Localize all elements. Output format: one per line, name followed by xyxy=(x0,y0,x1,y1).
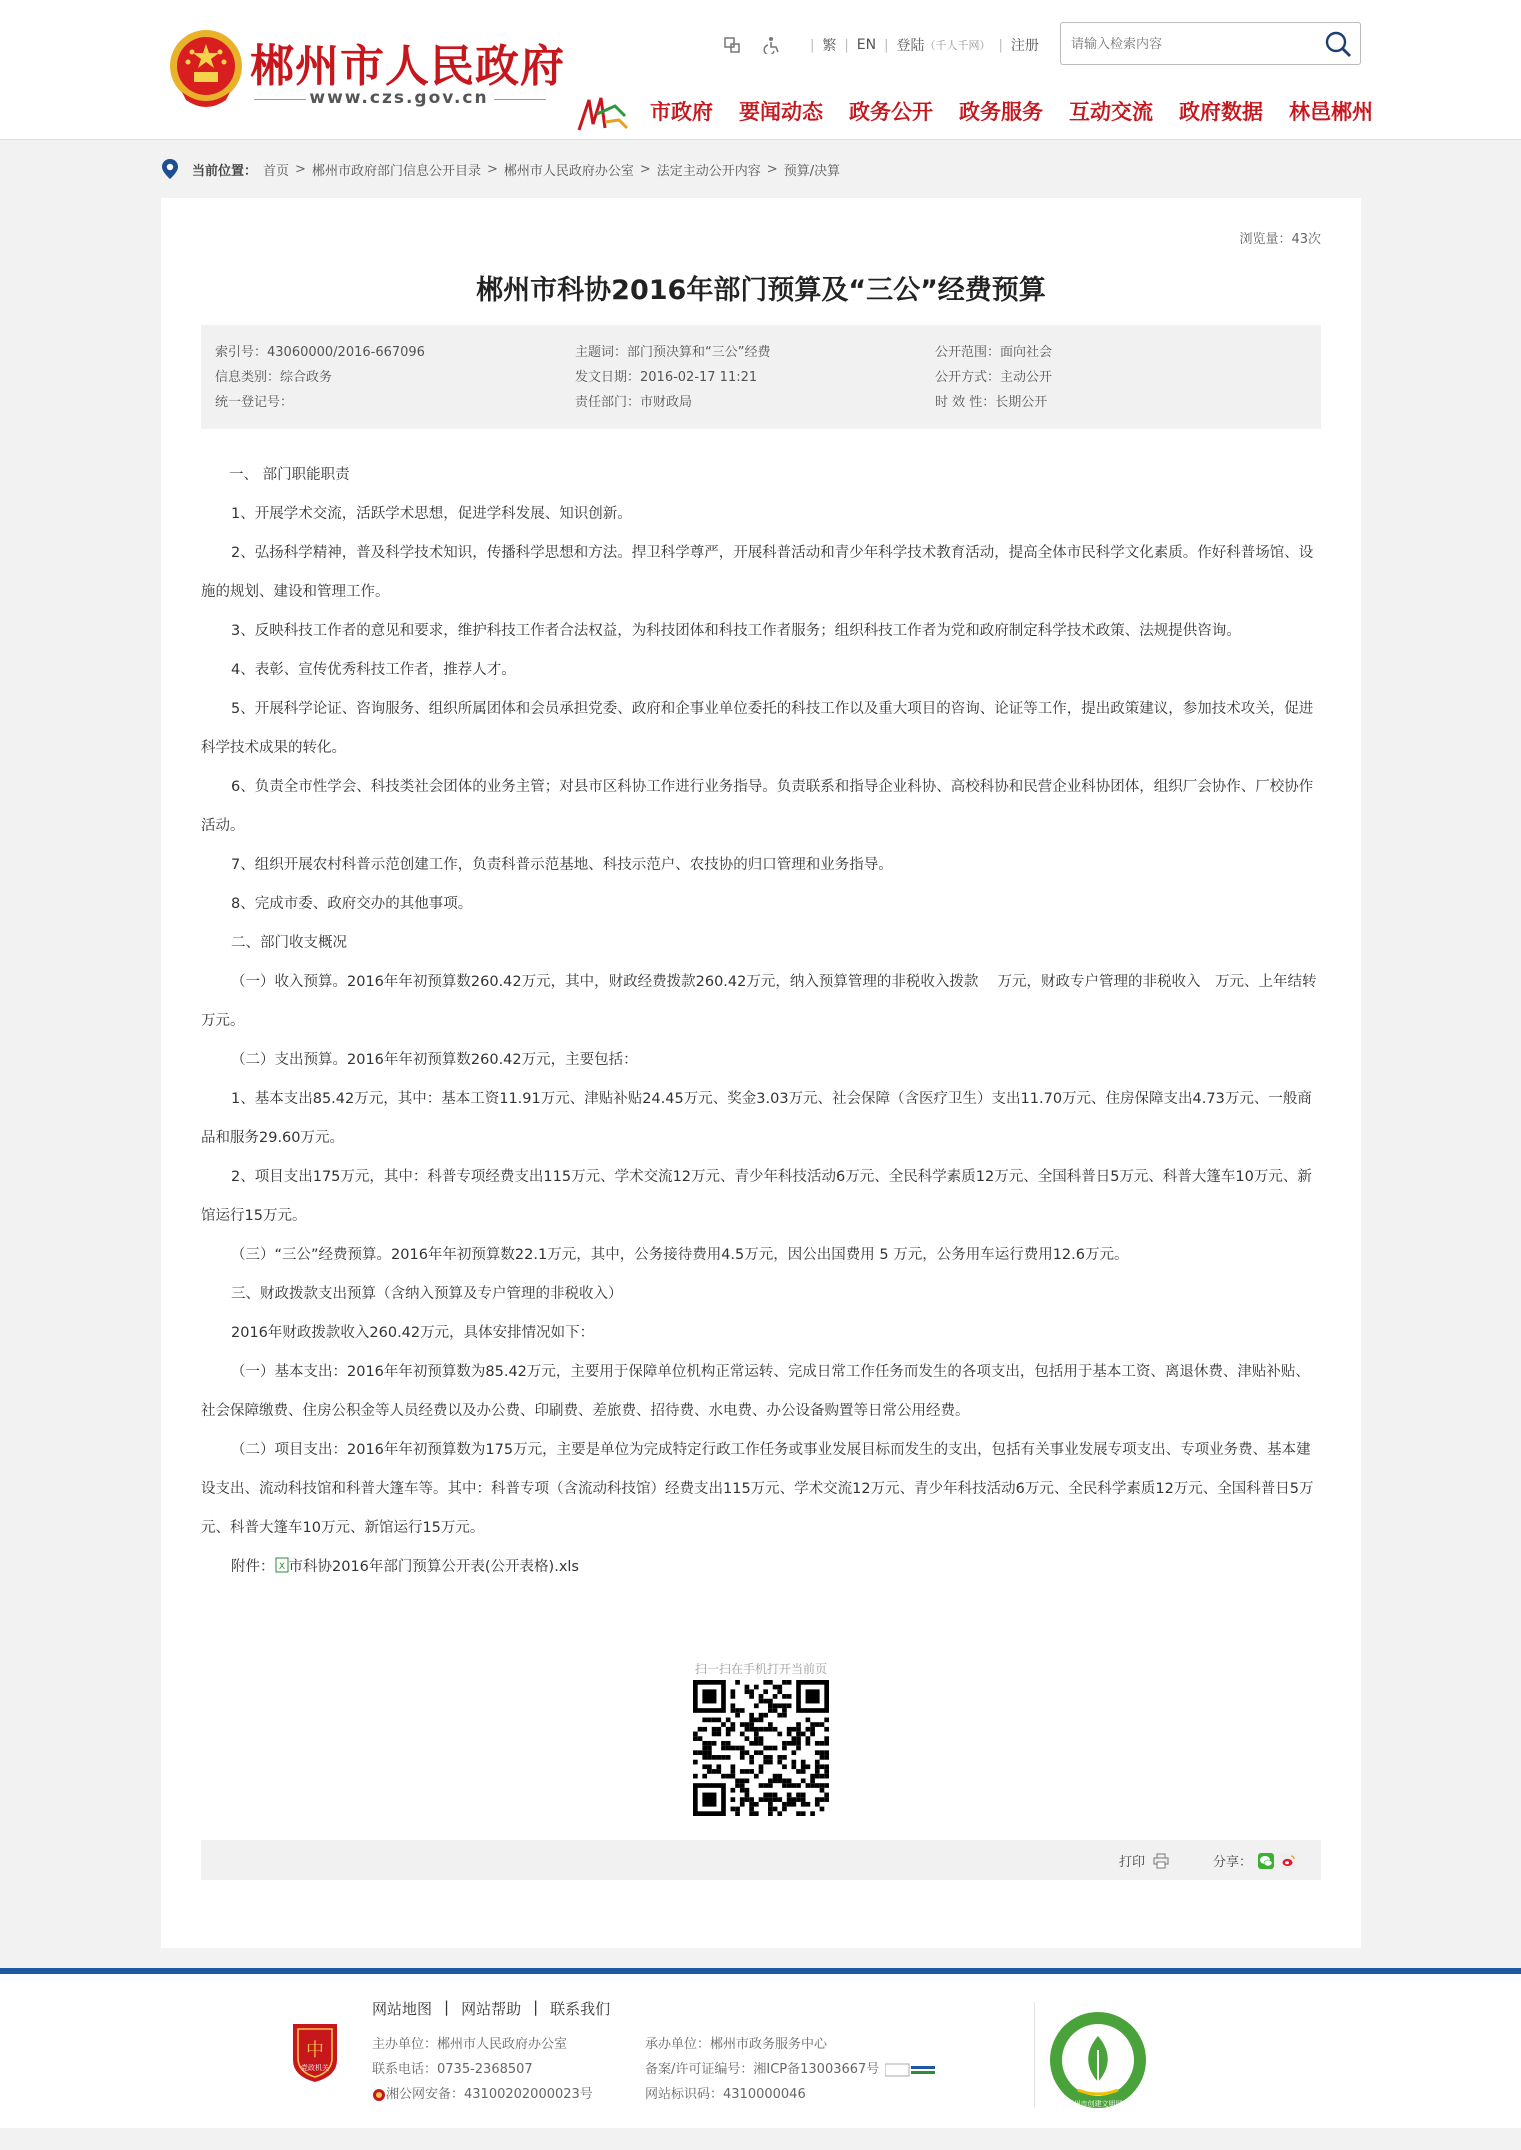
party-government-badge-icon[interactable] xyxy=(287,2022,343,2084)
excel-file-icon xyxy=(275,1557,289,1573)
nav-item-about-chenzhou[interactable]: 林邑郴州 xyxy=(1289,100,1373,124)
circle-logo-text: 郴州市创建文明网站 xyxy=(1066,2100,1130,2108)
site-title[interactable]: 郴州市人民政府 xyxy=(250,41,565,92)
search-input[interactable] xyxy=(1071,33,1311,55)
divider xyxy=(1034,2002,1035,2107)
english-link[interactable]: EN xyxy=(856,37,877,53)
nav-item-disclosure[interactable]: 政务公开 xyxy=(849,100,933,124)
login-note: （千人千网） xyxy=(924,39,991,52)
site-url: www.czs.gov.cn xyxy=(309,88,489,108)
elderly-mode-icon[interactable] xyxy=(722,35,742,55)
paragraph: （一）收入预算。2016年年初预算数260.42万元，其中，财政经费拨款260.42万元，纳入预算管理的非税收入拨款 万元，财政专户管理的非税收入 万元、上年结转 万元。 xyxy=(201,974,1331,1029)
search-box xyxy=(1060,22,1361,65)
divider xyxy=(494,99,546,100)
section-heading: 一、 部门职能职责 xyxy=(229,467,350,483)
view-count: 浏览量：43次 xyxy=(1239,232,1321,247)
undertaker-unit: 承办单位：郴州市政务服务中心 xyxy=(645,2037,828,2052)
nav-item-news[interactable]: 要闻动态 xyxy=(739,100,823,124)
share-bar xyxy=(201,1840,1321,1880)
breadcrumb-statutory[interactable]: 法定主动公开内容 xyxy=(656,163,761,179)
attachment-row xyxy=(201,1548,1323,1587)
badge-text: 党政机关 xyxy=(301,2064,329,2072)
qr-caption: 扫一扫在手机打开当前页 xyxy=(694,1662,827,1676)
paragraph: （二）项目支出：2016年年初预算数为175万元，主要是单位为完成特定行政工作任务或事业发展目标而发生的支出，包括有关事业发展专项支出、专项业务费、基本建设支出、流动科技馆和科普大篷车等。其中：科普专项（含流动科技馆）经费支出115万元、学术交流12万元、青少年科技活动6万元、全民科学素质12万元、全国科普日5万元、科普大篷车10万元、新馆运行15万元。 xyxy=(201,1442,1314,1536)
divider xyxy=(254,99,306,100)
paragraph: 3、反映科技工作者的意见和要求，维护科技工作者合法权益，为科技团体和科技工作者服务；组织科技工作者为党和政府制定科学技术政策、法规提供咨询。 xyxy=(231,623,1241,639)
icp-row xyxy=(645,2057,937,2082)
paragraph: （一）基本支出：2016年年初预算数为85.42万元，主要用于保障单位机构正常运转、完成日常工作任务而发生的各项支出，包括用于基本工资、离退休费、津贴补贴、社会保障缴费、住房公积金等人员经费以及办公费、印刷费、差旅费、招待费、水电费、办公设备购置等日常公用经费。 xyxy=(201,1364,1310,1419)
police-badge-icon xyxy=(372,2088,386,2102)
meta-validity: 时 效 性：长期公开 xyxy=(935,395,1048,410)
paragraph: 4、表彰、宣传优秀科技工作者，推荐人才。 xyxy=(231,662,516,678)
nav-item-data[interactable]: 政府数据 xyxy=(1179,100,1263,124)
contact-phone: 联系电话：0735-2368507 xyxy=(372,2062,533,2077)
meta-subject: 主题词：部门预决算和“三公”经费 xyxy=(575,345,771,360)
location-pin-icon xyxy=(160,158,180,180)
register-link[interactable]: 注册 xyxy=(1010,38,1039,54)
paragraph: 2、项目支出175万元，其中：科普专项经费支出115万元、学术交流12万元、青少年科技活动6万元、全民科学素质12万元、全国科普日5万元、科普大篷车10万元、新馆运行15万元。 xyxy=(201,1169,1312,1224)
paragraph: 2、弘扬科学精神，普及科学技术知识，传播科学思想和方法。捍卫科学尊严，开展科普活动和青少年科学技术教育活动，提高全体市民科学文化素质。作好科普场馆、设施的规划、建设和管理工作。 xyxy=(201,545,1314,600)
article-body xyxy=(201,456,1331,1587)
svg-text:中: 中 xyxy=(306,2040,324,2061)
accessibility-icon[interactable] xyxy=(762,35,782,55)
attachment-label: 附件： xyxy=(231,1559,275,1575)
paragraph: （二）支出预算。2016年年初预算数260.42万元，主要包括： xyxy=(231,1052,638,1068)
cnzz-stats-icon[interactable] xyxy=(885,2063,937,2077)
nav-logo-icon xyxy=(575,94,629,134)
article-card xyxy=(161,198,1361,1948)
traditional-chinese-link[interactable]: 繁 xyxy=(822,38,837,54)
paragraph: 5、开展科学论证、咨询服务、组织所属团体和会员承担党委、政府和企事业单位委托的科技工作以及重大项目的咨询、论证等工作，提出政策建议，参加技术攻关，促进科学技术成果的转化。 xyxy=(201,701,1314,756)
site-identifier: 网站标识码：4310000046 xyxy=(645,2087,806,2102)
login-link[interactable]: 登陆 xyxy=(896,38,925,54)
breadcrumb-separator: > xyxy=(486,161,498,177)
site-header xyxy=(0,0,1521,140)
footer-info-right xyxy=(645,2032,937,2107)
meta-date: 发文日期：2016-02-17 11:21 xyxy=(575,370,758,385)
breadcrumb-separator: > xyxy=(295,161,306,177)
meta-reg-no: 统一登记号： xyxy=(215,395,294,410)
nav-item-services[interactable]: 政务服务 xyxy=(959,100,1043,124)
section-heading: 二、部门收支概况 xyxy=(231,935,347,951)
separator: | xyxy=(884,37,889,53)
police-record[interactable]: 湘公网安备：43100202000023号 xyxy=(386,2087,593,2102)
police-record-row xyxy=(372,2082,593,2107)
nav-item-government[interactable]: 市政府 xyxy=(650,100,713,124)
separator: | xyxy=(998,37,1003,53)
wechat-icon[interactable] xyxy=(1258,1853,1274,1869)
main-nav xyxy=(650,96,1373,126)
breadcrumb-separator: > xyxy=(639,161,651,177)
article-title: 郴州市科协2016年部门预算及“三公”经费预算 xyxy=(476,275,1046,306)
nav-item-interaction[interactable]: 互动交流 xyxy=(1069,100,1153,124)
share-group xyxy=(1213,1851,1296,1870)
breadcrumb-separator: > xyxy=(766,161,778,177)
help-link[interactable]: 网站帮助 xyxy=(461,2000,522,2018)
weibo-icon[interactable] xyxy=(1280,1853,1296,1869)
breadcrumb xyxy=(160,158,840,180)
breadcrumb-budget[interactable]: 预算/决算 xyxy=(783,163,841,179)
print-button[interactable] xyxy=(1119,1851,1169,1870)
qr-code-icon xyxy=(693,1680,829,1816)
civilized-website-logo-icon[interactable] xyxy=(1048,2010,1148,2110)
sitemap-link[interactable]: 网站地图 xyxy=(372,2000,433,2018)
meta-index-no: 索引号：43060000/2016-667096 xyxy=(215,345,425,360)
site-url-row xyxy=(250,88,546,110)
meta-method: 公开方式：主动公开 xyxy=(935,370,1053,385)
section-heading: 三、财政拨款支出预算（含纳入预算及专户管理的非税收入） xyxy=(231,1286,623,1302)
meta-dept: 责任部门：市财政局 xyxy=(575,395,693,410)
footer-info-left xyxy=(372,2032,593,2107)
breadcrumb-catalog[interactable]: 郴州市政府部门信息公开目录 xyxy=(311,163,481,179)
footer-links xyxy=(372,1998,610,2019)
separator: | xyxy=(444,1998,450,2016)
meta-scope: 公开范围：面向社会 xyxy=(935,345,1053,360)
paragraph: （三）“三公”经费预算。2016年年初预算数22.1万元，其中，公务接待费用4.5万元，因公出国费用 5 万元，公务用车运行费用12.6万元。 xyxy=(231,1247,1129,1263)
separator: | xyxy=(844,37,849,53)
attachment-link[interactable]: 市科协2016年部门预算公开表(公开表格).xls xyxy=(288,1559,579,1575)
host-unit: 主办单位：郴州市人民政府办公室 xyxy=(372,2037,568,2052)
contact-link[interactable]: 联系我们 xyxy=(550,2000,611,2018)
separator: | xyxy=(810,37,815,53)
meta-category: 信息类别：综合政务 xyxy=(215,370,333,385)
share-label: 分享： xyxy=(1213,1855,1253,1870)
breadcrumb-office[interactable]: 郴州市人民政府办公室 xyxy=(503,163,634,179)
printer-icon xyxy=(1153,1853,1169,1869)
site-footer xyxy=(0,1968,1521,2128)
top-links xyxy=(722,34,1039,56)
paragraph: 1、开展学术交流，活跃学术思想，促进学科发展、知识创新。 xyxy=(231,506,632,522)
paragraph: 6、负责全市性学会、科技类社会团体的业务主管；对县市区科协工作进行业务指导。负责联系和指导企业科协、高校科协和民营企业科协团体，组织厂会协作、厂校协作活动。 xyxy=(201,779,1314,834)
article-meta xyxy=(201,325,1321,429)
search-icon[interactable] xyxy=(1324,30,1352,58)
print-label: 打印 xyxy=(1119,1855,1146,1870)
paragraph: 8、完成市委、政府交办的其他事项。 xyxy=(231,896,473,912)
separator: | xyxy=(533,1998,539,2016)
paragraph: 2016年财政拨款收入260.42万元，具体安排情况如下： xyxy=(231,1325,595,1341)
breadcrumb-home[interactable]: 首页 xyxy=(263,163,290,179)
paragraph: 1、基本支出85.42万元，其中：基本工资11.91万元、津贴补贴24.45万元、奖金3.03万元、社会保障（含医疗卫生）支出11.70万元、住房保障支出4.73万元、一般商品和服务29.60万元。 xyxy=(201,1091,1312,1146)
breadcrumb-label: 当前位置： xyxy=(192,163,258,179)
icp-record[interactable]: 备案/许可证编号：湘ICP备13003667号 xyxy=(645,2062,880,2077)
national-emblem-icon[interactable] xyxy=(164,26,248,112)
paragraph: 7、组织开展农村科普示范创建工作，负责科普示范基地、科技示范户、农技协的归口管理和业务指导。 xyxy=(231,857,893,873)
svg-text:X: X xyxy=(278,1562,285,1572)
